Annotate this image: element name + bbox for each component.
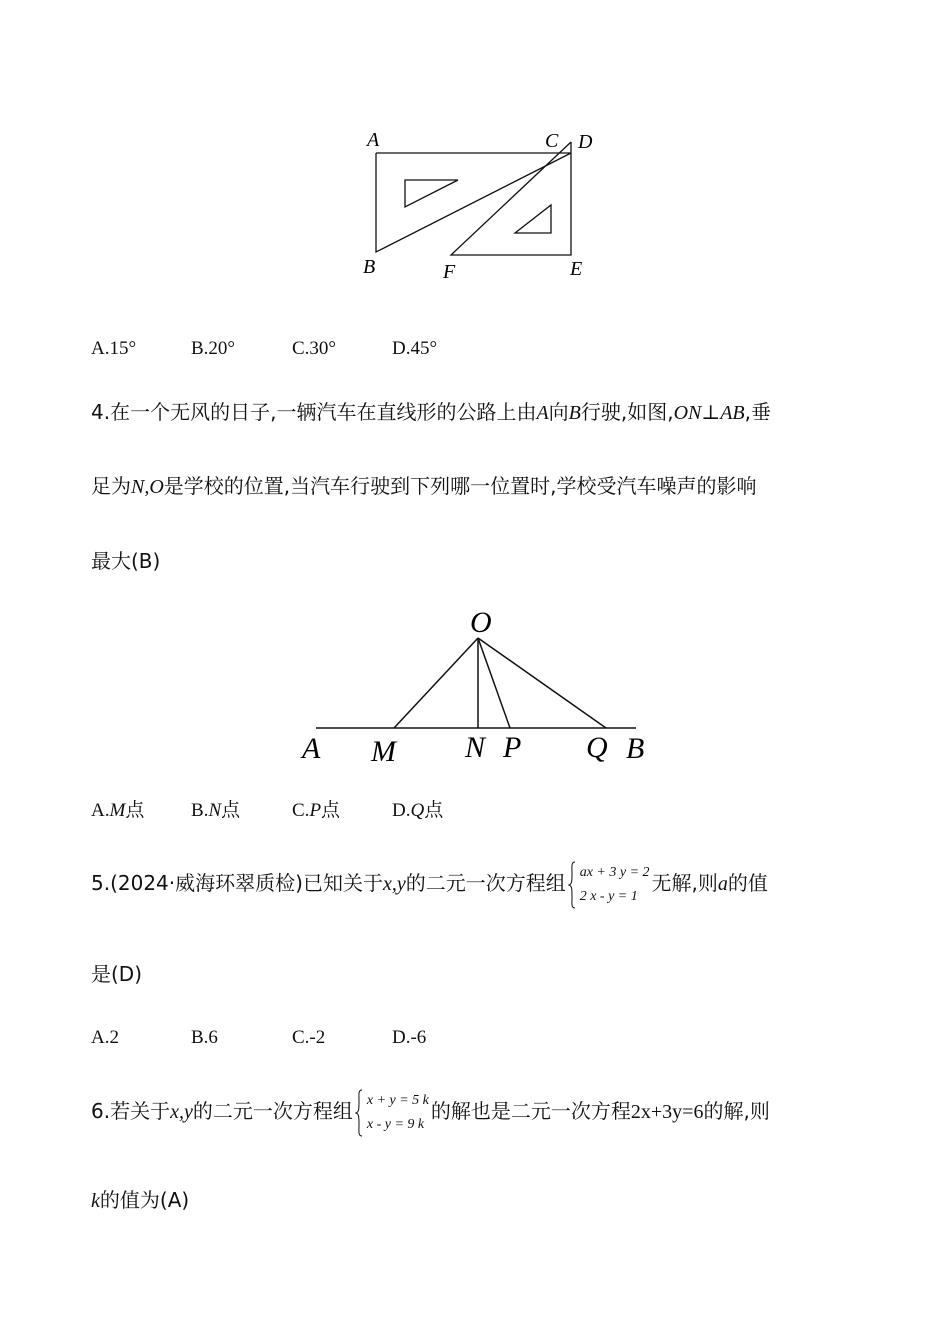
q6-line-2: k的值为(A) xyxy=(91,1188,190,1212)
triangle-def xyxy=(451,142,571,255)
q4-option-b: B.N点 xyxy=(191,799,241,821)
brace-icon xyxy=(355,1089,363,1137)
label-Q: Q xyxy=(586,731,608,764)
q5-eq2: 2 x - y = 1 xyxy=(579,888,638,904)
label-A2: A xyxy=(302,732,321,765)
label-E: E xyxy=(570,258,583,280)
q6-eq1: x + y = 5 k xyxy=(366,1092,429,1108)
brace-icon xyxy=(568,861,576,909)
q4-option-d: D.Q点 xyxy=(392,799,444,821)
segment-op xyxy=(478,638,510,728)
label-F: F xyxy=(443,261,456,283)
q5-option-d: D.-6 xyxy=(392,1027,427,1048)
q5-eq1: ax + 3 y = 2 xyxy=(579,864,650,880)
q6-equation-system xyxy=(355,1089,429,1137)
label-D: D xyxy=(578,131,593,153)
label-N: N xyxy=(465,731,486,764)
q4-option-c: C.P点 xyxy=(292,799,341,821)
q3-option-b: B.20° xyxy=(191,338,236,359)
q5-line-2: 是(D) xyxy=(91,962,143,986)
q3-option-a: A.15° xyxy=(91,338,137,359)
label-M: M xyxy=(371,735,396,768)
q4-line-3: 最大(B) xyxy=(91,549,161,573)
q4-option-a: A.M点 xyxy=(91,799,145,821)
label-C: C xyxy=(545,130,559,152)
inner-triangle-right xyxy=(515,205,551,233)
segment-oq xyxy=(478,638,606,728)
label-O: O xyxy=(470,606,492,639)
q5-option-b: B.6 xyxy=(191,1027,218,1048)
road-school-figure xyxy=(290,600,670,775)
q4-line-1: 4.在一个无风的日子,一辆汽车在直线形的公路上由A向B行驶,如图,ON⊥AB,垂 xyxy=(91,400,771,424)
inner-triangle-left xyxy=(405,180,458,207)
label-A: A xyxy=(367,129,380,151)
q4-line-2: 足为N,O是学校的位置,当汽车行驶到下列哪一位置时,学校受汽车噪声的影响 xyxy=(91,474,757,498)
q5-line-1: 5.(2024·威海环翠质检)已知关于x,y的二元一次方程组 ax + 3 y = 2 2 x - y = 1 无解,则a的值 xyxy=(91,858,768,909)
q5-option-a: A.2 xyxy=(91,1027,119,1048)
label-P: P xyxy=(503,731,522,764)
q6-eq2: x - y = 9 k xyxy=(366,1116,425,1132)
q3-option-d: D.45° xyxy=(392,338,438,359)
q3-option-c: C.30° xyxy=(292,338,337,359)
q5-equation-system xyxy=(568,861,650,909)
label-B2: B xyxy=(626,732,645,765)
q6-line-1: 6.若关于x,y的二元一次方程组 x + y = 5 k x - y = 9 k 的解也是二元一次方程2x+3y=6的解,则 xyxy=(91,1086,770,1137)
q5-option-c: C.-2 xyxy=(292,1027,326,1048)
segment-om xyxy=(394,638,478,728)
label-B: B xyxy=(363,256,376,278)
set-squares-figure xyxy=(355,125,615,285)
